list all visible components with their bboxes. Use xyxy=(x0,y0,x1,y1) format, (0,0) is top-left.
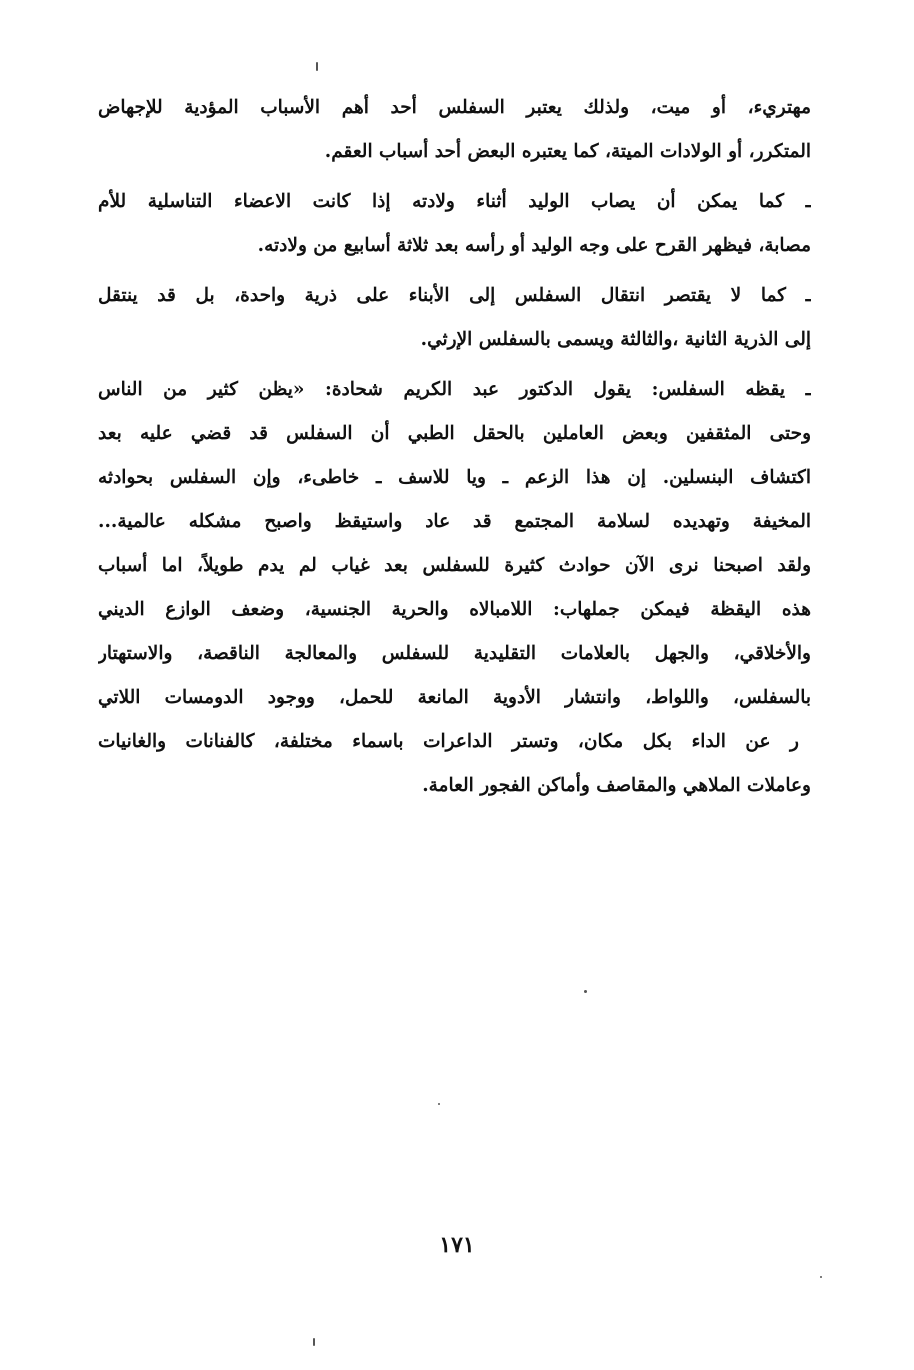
body-text xyxy=(98,86,811,814)
scan-speck xyxy=(316,62,318,71)
text-line: اكتشاف البنسلين. إن هذا الزعم ـ ويا للاسف ـ خاطىء، وإن السفلس بحوادثه xyxy=(98,467,811,488)
text-line: مصابة، فيظهر القرح على وجه الوليد أو رأسه بعد ثلاثة أسابيع من ولادته. xyxy=(257,235,811,256)
scan-speck xyxy=(313,1338,315,1346)
text-line: بالسفلس، واللواط، وانتشار الأدوية المانعة للحمل، ووجود الدومسات اللاتي xyxy=(98,687,811,708)
text-line: والأخلاقي، والجهل بالعلامات التقليدية للسفلس والمعالجة الناقصة، والاستهتار xyxy=(98,643,811,664)
paragraph-syphilis-awakening xyxy=(98,368,811,808)
text-line: مهتريء، أو ميت، ولذلك يعتبر السفلس أحد أهم الأسباب المؤدية للإجهاض xyxy=(98,97,811,118)
page-number: ١٧١ xyxy=(439,1232,475,1258)
scan-speck xyxy=(584,990,587,993)
scan-speck xyxy=(820,1276,822,1278)
text-line: ر عن الداء بكل مكان، وتستر الداعرات باسماء مختلفة، كالفنانات والغانيات xyxy=(98,731,799,752)
paragraph-birth-infection xyxy=(98,180,811,268)
paragraph-miscarriage xyxy=(98,86,811,174)
text-line: إلى الذرية الثانية ،والثالثة ويسمى بالسفلس الإرثي. xyxy=(420,329,811,350)
text-line: هذه اليقظة فيمكن جملهاب: اللامبالاه والحرية الجنسية، وضعف الوازع الديني xyxy=(98,599,811,620)
text-line: ـ يقظه السفلس: يقول الدكتور عبد الكريم شحادة: «يظن كثير من الناس xyxy=(98,379,811,400)
text-line: وعاملات الملاهي والمقاصف وأماكن الفجور العامة. xyxy=(422,775,811,796)
text-line: ولقد اصبحنا نرى الآن حوادث كثيرة للسفلس بعد غياب لم يدم طويلاً، اما أسباب xyxy=(98,555,811,576)
scan-speck xyxy=(438,1103,440,1105)
text-line: المتكرر، أو الولادات الميتة، كما يعتبره البعض أحد أسباب العقم. xyxy=(324,141,811,162)
text-line: ـ كما لا يقتصر انتقال السفلس إلى الأبناء على ذرية واحدة، بل قد ينتقل xyxy=(98,285,811,306)
paragraph-hereditary xyxy=(98,274,811,362)
text-line: ـ كما يمكن أن يصاب الوليد أثناء ولادته إذا كانت الاعضاء التناسلية للأم xyxy=(98,191,811,212)
text-line: وحتى المثقفين وبعض العاملين بالحقل الطبي أن السفلس قد قضي عليه بعد xyxy=(98,423,811,444)
text-line: المخيفة وتهديده لسلامة المجتمع قد عاد واستيقظ واصبح مشكله عالمية... xyxy=(98,511,811,532)
